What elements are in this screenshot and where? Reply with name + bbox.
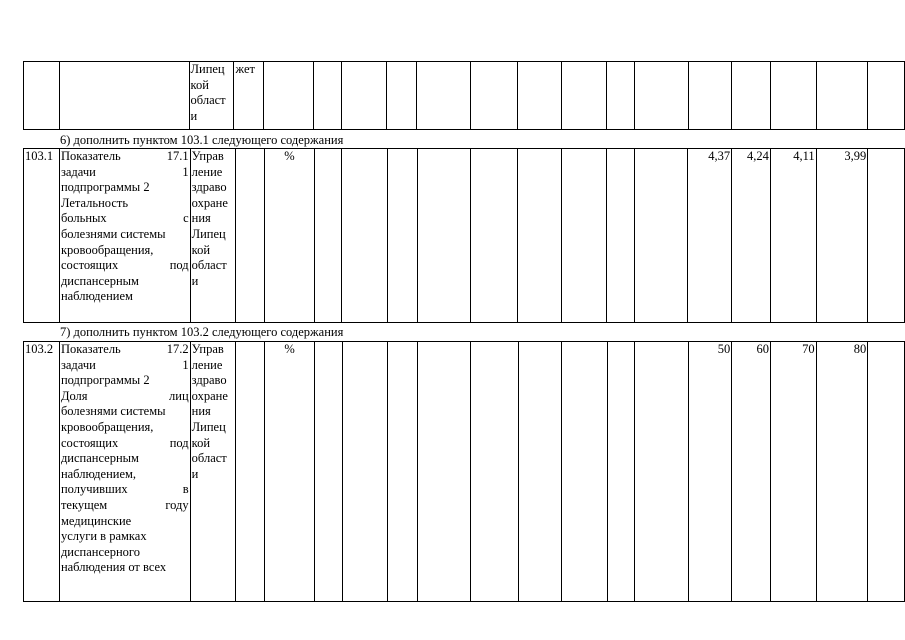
executor-text	[190, 149, 235, 323]
indicator-line: Летальность	[60, 195, 129, 210]
value-1: 50	[688, 342, 732, 602]
indicator-line: кровообращения,	[60, 419, 154, 434]
indicator-line: задачи 1	[60, 164, 189, 179]
table-block-103-2	[23, 341, 905, 602]
executor-line: Липец	[191, 419, 226, 434]
indicator-text	[59, 149, 190, 323]
indicator-line: болезнями системы	[60, 404, 166, 419]
executor-line: охране	[191, 195, 228, 210]
executor-line: Липец	[191, 226, 226, 241]
executor-line: кой	[191, 242, 211, 257]
executor-line: Липец	[190, 62, 225, 76]
indicator-line: задачи 1	[60, 357, 189, 372]
cell-num	[24, 62, 60, 130]
indicator-line: наблюдения от всех	[60, 560, 167, 575]
indicator-line: наблюдением	[60, 289, 133, 304]
table-block-top	[23, 61, 905, 130]
indicator-line: получивших в	[60, 482, 189, 497]
unit: %	[265, 342, 315, 602]
amendment-note-6: 6) дополнить пунктом 103.1 следующего содержания	[60, 133, 344, 147]
executor-line: Управ	[191, 149, 224, 163]
executor-line: кой	[190, 77, 209, 92]
indicator-line: текущем году	[60, 497, 189, 512]
row-number: 103.2	[24, 342, 60, 602]
indicator-line: состоящих под	[60, 435, 189, 450]
executor-line: и	[191, 466, 199, 481]
indicator-line: подпрограммы 2	[60, 373, 150, 388]
cell-indicator	[59, 62, 189, 130]
executor-line: ление	[191, 357, 223, 372]
executor-line: област	[191, 258, 227, 273]
indicator-line: Показатель 17.1	[60, 149, 189, 163]
executor-line: и	[191, 273, 199, 288]
indicator-line: больных с	[60, 211, 189, 226]
indicator-line: медицинские	[60, 513, 132, 528]
indicator-line: Показатель 17.2	[60, 342, 189, 356]
value-3: 4,11	[770, 149, 816, 323]
indicator-line: диспансерным	[60, 451, 139, 466]
executor-line: ление	[191, 164, 223, 179]
executor-line: кой	[191, 435, 211, 450]
executor-line: и	[190, 108, 198, 123]
indicator-line: кровообращения,	[60, 242, 154, 257]
cell-executor	[189, 62, 234, 130]
indicator-line: услуги в рамках	[60, 529, 147, 544]
executor-line: здраво	[191, 373, 227, 388]
value-3: 70	[771, 342, 817, 602]
indicator-line: наблюдением,	[60, 466, 137, 481]
unit: %	[265, 149, 315, 323]
value-1: 4,37	[688, 149, 732, 323]
value-4: 3,99	[816, 149, 868, 323]
indicator-line: Доля лиц	[60, 388, 189, 403]
executor-text	[190, 342, 235, 602]
executor-line: област	[190, 93, 226, 108]
indicator-text	[59, 342, 190, 602]
cell-c4: жет	[234, 62, 264, 130]
value-4: 80	[816, 342, 868, 602]
executor-line: охране	[191, 388, 228, 403]
indicator-line: подпрограммы 2	[60, 180, 150, 195]
indicator-line: состоящих под	[60, 258, 189, 273]
table-block-103-1	[23, 148, 905, 323]
indicator-line: диспансерного	[60, 544, 140, 559]
row-number: 103.1	[24, 149, 60, 323]
executor-line: ния	[191, 211, 211, 226]
value-2: 60	[732, 342, 771, 602]
indicator-line: диспансерным	[60, 273, 139, 288]
executor-line: Управ	[191, 342, 224, 356]
indicator-line: болезнями системы	[60, 226, 166, 241]
value-2: 4,24	[732, 149, 771, 323]
executor-line: ния	[191, 404, 211, 419]
executor-line: здраво	[191, 180, 227, 195]
amendment-note-7: 7) дополнить пунктом 103.2 следующего содержания	[60, 325, 344, 339]
executor-line: област	[191, 451, 227, 466]
